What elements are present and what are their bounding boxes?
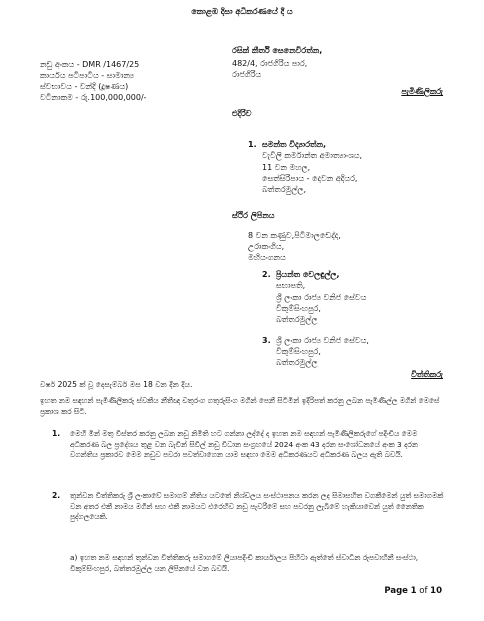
page-label: Page bbox=[384, 586, 408, 596]
plaintiff-name: රසික් කීර්ති සෙනෙවිරත්න, bbox=[232, 46, 323, 55]
page-of-label: of bbox=[419, 586, 428, 596]
para-1-text: මෙහි මින් මතු විස්තර කරනු ලබන නඩු නිමිති හට ගන්නා ලද්දේ ද ඉහත නම සඳහන් පැමිණිලිකරුගේ පදිංචිය මෙම අධිකරණ බල ප්‍රදේශය තුළ වන බැවින් සිවිල් නඩු විධාන සංග්‍රහයේ 2024 අංක 43 දරන සංශෝධනයේ අංක 3 දරන වගන්තිය ප්‍රකාරව මෙම නඩුව පවරා පවත්වාගෙන යාම සඳහා මෙම අධිකරණයට අධිකරණ බලය ඇති බවයි. bbox=[70, 429, 418, 460]
permanent-address-line-2: උරාකංගිය, bbox=[248, 242, 285, 251]
case-value: වටිනාකම - රු.100,000,000/- bbox=[40, 93, 147, 102]
intro-paragraph: ඉහත නම සඳහන් පැමිණිලිකරු ස්වකීය නීතීඥ චතුරංග ගතුරුසිංග මගින් පෙනී සිටිමින් ඉදිරිපත් කරනු ලබන පැමිණිල්ල මගින් මෙසේ ප්‍රකාශ කර සිටී. bbox=[40, 396, 440, 416]
case-type: ස්වභාවය - වන්දි (දූෂණය) bbox=[40, 82, 129, 91]
defendant-1-line-4: බත්තරමුල්ල, bbox=[262, 185, 307, 194]
versus-label: එදිරිව bbox=[232, 109, 252, 118]
case-nature: කාර්යය පටිපාටිය - සාමාන්‍ය bbox=[40, 71, 134, 80]
plaintiff-address-1: 482/4, රාජගිරිය පාර, bbox=[232, 59, 308, 68]
case-number: නඩු අංකය - DMR /1467/25 bbox=[40, 60, 140, 69]
defendant-1-number: 1. bbox=[248, 140, 257, 149]
page-current: 1 bbox=[410, 586, 417, 596]
defendant-2-line-3: විකුම්සිංහපුර, bbox=[276, 304, 321, 313]
page-total: 10 bbox=[430, 586, 442, 596]
defendant-3-number: 3. bbox=[262, 336, 271, 345]
defendant-2-name: ප්‍රියන්ත වෙලඳුල්ල, bbox=[276, 270, 340, 279]
permanent-address-line-1: 8 වන කණුව,පිටිමාලඩෙද්ද, bbox=[248, 231, 341, 240]
para-2-number: 2. bbox=[52, 491, 61, 500]
date-line: වර්ෂ 2025 ක් වූ දෙසැම්බර් මස 18 වන දින දිය. bbox=[40, 380, 193, 389]
permanent-address-heading: ස්ථිර ලිපිනය bbox=[232, 211, 275, 220]
defendant-1-line-3: සෙත්සිරිපාය - දෙවන අදියර, bbox=[262, 174, 358, 183]
plaintiff-address-2: රාජගිරිය bbox=[232, 70, 262, 79]
defendant-2-number: 2. bbox=[262, 270, 271, 279]
defendant-2-line-1: සභාපති, bbox=[276, 281, 306, 290]
defendant-1-line-2: 11 වන මහල, bbox=[262, 163, 311, 172]
plaintiff-role: පැමිණිලිකරු bbox=[401, 87, 443, 96]
para-2-text: තුන්වන විත්තිකරු ශ්‍රී ලංකාවේ සමාගම් නීතිය යටතේ නිශ්චලය සංස්ථාපනය කරන ලද සිමාසහිත වගකීමෙන් යුත් සමාගමක් වන අතර එකී නාමය මගින් සහ එකී නාමයට එරෙහිව නඩු පැවරීමේ සහ පවරනු ලැබීමේ හැකියාවෙන් යුත් නෛතික පුද්ගලයෙකි. bbox=[70, 491, 444, 522]
page-number bbox=[384, 586, 442, 596]
permanent-address-line-3: මහියංගනය bbox=[248, 253, 286, 262]
defendant-1-name: සමන්ත විද්‍යාරත්න, bbox=[262, 140, 327, 149]
defendant-1-line-1: වැවිලි කර්මාන්ත අමාත්‍යාංශය, bbox=[262, 151, 363, 160]
para-a-text: a) ඉහත නම සඳහන් තුන්වන විත්තිකරු සමාගමේ ලියාපදිංචි කාර්යාලය පිහිටා ඇත්තේ ස්වාධීන රූපවාහිනී සංස්ථා, විකුම්සිංහපුර, බත්තරමුල්ල යන ලිපිනයේ වන බවයි. bbox=[70, 553, 419, 573]
para-1-number: 1. bbox=[52, 429, 61, 438]
defendants-label: විත්තිකරු bbox=[411, 370, 443, 379]
defendant-2-line-2: ශ්‍රී ලංකා රාජ්‍ය වනිජ සේවය bbox=[276, 293, 367, 302]
defendant-2-line-4: බත්තරමුල්ල bbox=[276, 315, 318, 324]
defendant-3-line-2: බත්තරමුල්ල bbox=[276, 358, 318, 367]
defendant-3-name: ශ්‍රී ලංකා රාජ්‍ය වනිජ සේවය, bbox=[276, 336, 369, 345]
court-title: කොළඹ දිසා අධිකරණයේ දී ය bbox=[191, 7, 293, 16]
defendant-3-line-1: විකුම්සිංහපුර, bbox=[276, 347, 321, 356]
